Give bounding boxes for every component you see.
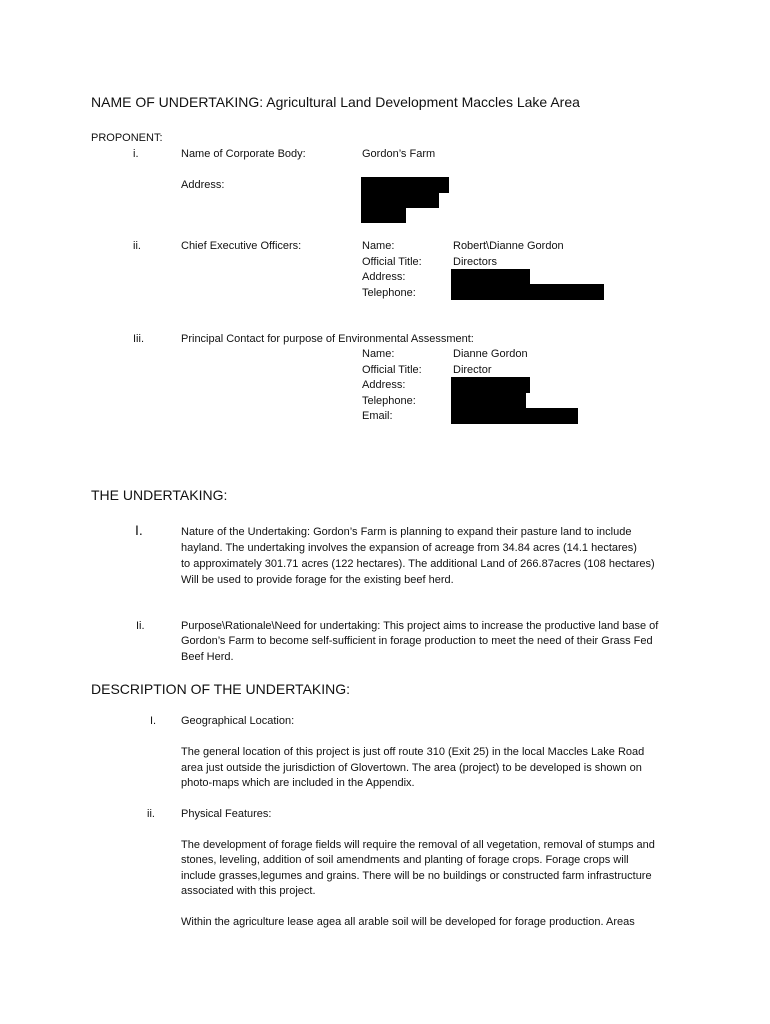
description-heading: DESCRIPTION OF THE UNDERTAKING: — [91, 681, 351, 697]
paragraph-line: Purpose\Rationale\Need for undertaking: This project aims to increase the productive land base of — [181, 620, 659, 632]
address-label: Address: — [362, 379, 406, 391]
physical-features-label: Physical Features: — [181, 808, 272, 820]
redaction-box — [361, 192, 439, 208]
proponent-heading: PROPONENT: — [91, 132, 163, 144]
official-title-label: Official Title: — [362, 364, 422, 376]
redaction-box — [451, 377, 530, 393]
paragraph-line: Beef Herd. — [181, 651, 234, 663]
paragraph-line: associated with this project. — [181, 885, 316, 897]
corporate-body-value: Gordon’s Farm — [362, 148, 436, 160]
geographical-location-label: Geographical Location: — [181, 715, 295, 727]
name-label: Name: — [362, 348, 395, 360]
paragraph-line: photo-maps which are included in the Appendix. — [181, 777, 415, 789]
corporate-body-label: Name of Corporate Body: — [181, 148, 306, 160]
document-title: NAME OF UNDERTAKING: Agricultural Land Development Maccles Lake Area — [91, 94, 580, 110]
paragraph-line: Within the agriculture lease agea all arable soil will be developed for forage production. Areas — [181, 916, 635, 928]
name-label: Name: — [362, 240, 395, 252]
item-number: I. — [135, 522, 143, 538]
paragraph-line: The general location of this project is just off route 310 (Exit 25) in the local Maccles Lake Road — [181, 746, 645, 758]
principal-contact-label: Principal Contact for purpose of Environmental Assessment: — [181, 333, 474, 345]
name-value: Robert\Dianne Gordon — [453, 240, 564, 252]
address-label: Address: — [181, 179, 225, 191]
email-label: Email: — [362, 410, 393, 422]
item-number: ii. — [133, 240, 141, 252]
telephone-label: Telephone: — [362, 287, 416, 299]
item-number: Iii. — [133, 333, 144, 345]
paragraph-line: Gordon’s Farm to become self-sufficient in forage production to meet the need of their Grass Fed — [181, 635, 653, 647]
paragraph-line: stones, leveling, addition of soil amendments and planting of forage crops. Forage crops will — [181, 854, 629, 866]
address-label: Address: — [362, 271, 406, 283]
redaction-box — [451, 284, 604, 300]
redaction-box — [451, 392, 526, 408]
undertaking-heading: THE UNDERTAKING: — [91, 487, 228, 503]
ceo-label: Chief Executive Officers: — [181, 240, 302, 252]
name-value: Dianne Gordon — [453, 348, 528, 360]
paragraph-line: The development of forage fields will require the removal of all vegetation, removal of stumps and — [181, 839, 655, 851]
paragraph-line: Nature of the Undertaking: Gordon’s Farm is planning to expand their pasture land to include — [181, 526, 632, 538]
redaction-box — [451, 408, 578, 424]
redaction-box — [361, 207, 406, 223]
paragraph-line: Will be used to provide forage for the existing beef herd. — [181, 574, 454, 586]
paragraph-line: hayland. The undertaking involves the expansion of acreage from 34.84 acres (14.1 hectares) — [181, 542, 637, 554]
item-number: ii. — [147, 808, 155, 820]
redaction-box — [451, 269, 530, 285]
redaction-box — [361, 177, 449, 193]
official-title-label: Official Title: — [362, 256, 422, 268]
paragraph-line: area just outside the jurisdiction of Glovertown. The area (project) to be developed is shown on — [181, 762, 642, 774]
item-number: i. — [133, 148, 139, 160]
item-number: I. — [150, 715, 157, 727]
telephone-label: Telephone: — [362, 395, 416, 407]
item-number: Ii. — [136, 620, 145, 632]
official-title-value: Director — [453, 364, 492, 376]
official-title-value: Directors — [453, 256, 498, 268]
paragraph-line: include grasses,legumes and grains. There will be no buildings or constructed farm infrastructure — [181, 870, 652, 882]
paragraph-line: to approximately 301.71 acres (122 hectares). The additional Land of 266.87acres (108 hectares) — [181, 558, 655, 570]
